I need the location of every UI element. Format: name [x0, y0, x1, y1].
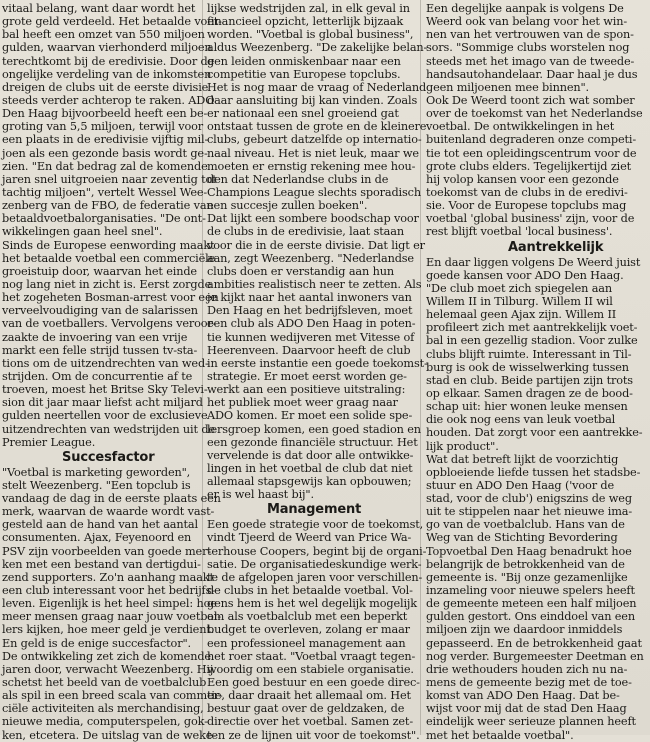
- text-line: jaren snel uitgroeien naar zeventig tot: [2, 172, 217, 186]
- text-line: Heerenveen. Daarvoor heeft de club: [207, 343, 411, 357]
- text-line: die ook nog eens van leuk voetbal: [426, 413, 616, 427]
- text-line: zenberg van de FBO, de federatie van: [2, 199, 214, 213]
- text-line: vervelende is dat door alle ontwikke-: [207, 448, 414, 462]
- text-line: je kijkt naar het aantal inwoners van: [207, 291, 412, 305]
- text-line: komst van ADO Den Haag. Dat be-: [426, 689, 620, 703]
- text-line: stad en club. Beide partijen zijn trots: [426, 373, 633, 387]
- article-column-3: [426, 2, 644, 742]
- text-line: gen leiden onmiskenbaar naar een: [207, 54, 401, 68]
- text-line: woordig om een stabiele organisatie.: [207, 662, 414, 676]
- text-line: Sinds de Europese eenwording maakt: [2, 238, 215, 252]
- text-line: terhouse Coopers, begint bij de organi-: [207, 544, 427, 558]
- text-line: in eerste instantie een goede toekomst-: [207, 356, 428, 370]
- text-line: mens de gemeente bezig met de toe-: [426, 676, 632, 690]
- text-line: lingen in het voetbal de club dat niet: [207, 461, 413, 475]
- text-line: clubs blijft ruimte. Interessant in Til-: [426, 347, 632, 361]
- text-line: Den Haag en het bedrijfsleven, moet: [207, 304, 413, 318]
- text-line: uit te stippelen naar het nieuwe ima-: [426, 505, 633, 519]
- text-line: clubs, gebeurt datzelfde op internatio-: [207, 133, 422, 147]
- text-line: De ontwikkeling zet zich de komende: [2, 649, 211, 663]
- text-line: bestuur gaat over de geldzaken, de: [207, 702, 405, 716]
- text-line: financieel opzicht, letterlijk bijzaak: [207, 15, 404, 29]
- text-line: geen miljoenen mee binnen".: [426, 80, 589, 94]
- text-line: met het betaalde voetbal".: [426, 728, 574, 742]
- text-line: ontstaat tussen de grote en de kleinere: [207, 120, 427, 134]
- text-line: gemeente is. "Bij onze gezamenlijke: [426, 570, 628, 584]
- text-line: terechtkomt bij de eredivisie. Door de: [2, 54, 215, 68]
- text-line: verveelvoudiging van de salarissen: [2, 304, 198, 318]
- text-line: gulden gestort. Ons einddoel van een: [426, 610, 635, 624]
- text-line: gens hem is het wel degelijk mogelijk: [207, 597, 417, 611]
- text-line: meer mensen graag naar jouw voetbal-: [2, 610, 222, 624]
- text-line: eindelijk weer serieuze plannen heeft: [426, 715, 636, 729]
- text-line: rest blijft voetbal 'local business'.: [426, 225, 613, 239]
- text-line: wikkelingen gaan heel snel".: [2, 225, 163, 239]
- text-line: wijst voor mij dat de stad Den Haag: [426, 702, 627, 716]
- text-line: consumenten. Ajax, Feyenoord en: [2, 531, 192, 545]
- text-line: Een goed bestuur en een goede direc-: [207, 676, 420, 690]
- text-line: van de voetballers. Vervolgens veroor-: [2, 317, 217, 331]
- text-line: naal niveau. Het is niet leuk, maar we: [207, 146, 419, 160]
- section-heading: Succesfactor: [62, 449, 155, 465]
- text-line: En daar liggen volgens De Weerd juist: [426, 255, 641, 269]
- section-heading: Management: [267, 502, 362, 518]
- text-line: buitenland degraderen onze competi-: [426, 133, 637, 147]
- text-line: moeten er ernstig rekening mee hou-: [207, 159, 416, 173]
- text-line: handsautohandelaar. Daar haal je dus: [426, 67, 638, 81]
- text-line: er nationaal een snel groeiend gat: [207, 107, 399, 121]
- text-line: grote clubs elders. Tegelijkertijd ziet: [426, 159, 632, 173]
- text-line: lersgroep komen, een goed stadion en: [207, 422, 421, 436]
- text-line: toekomst van de clubs in de eredivi-: [426, 185, 628, 199]
- text-line: bal heeft een omzet van 550 miljoen: [2, 28, 205, 42]
- text-line: aldus Weezenberg. "De zakelijke belan-: [207, 41, 428, 55]
- text-line: Den Haag bijvoorbeeld heeft een be-: [2, 107, 208, 121]
- text-line: Het is nog maar de vraag of Nederland: [207, 80, 427, 94]
- text-line: stuur en ADO Den Haag ('voor de: [426, 478, 615, 492]
- article-column-2: [207, 2, 428, 742]
- text-line: schap uit: hier wonen leuke mensen: [426, 400, 628, 414]
- text-line: vandaag de dag in de eerste plaats een: [2, 492, 221, 506]
- text-line: sors. "Sommige clubs worstelen nog: [426, 41, 630, 55]
- text-line: gepasseerd. En de betrokkenheid gaat: [426, 636, 642, 650]
- text-line: tions om de uitzendrechten van wed-: [2, 356, 209, 370]
- text-line: leven. Eigenlijk is het heel simpel: hoe: [2, 597, 217, 611]
- text-line: nen van het vertrouwen van de spon-: [426, 28, 634, 42]
- text-line: Een degelijke aanpak is volgens De: [426, 2, 624, 15]
- text-line: een plaats in de eredivisie vijftig mil-: [2, 133, 209, 147]
- text-line: groting van 5,5 miljoen, terwijl voor: [2, 120, 204, 134]
- text-line: lijk product".: [426, 439, 499, 453]
- text-line: stelt Weezenberg. "Een topclub is: [2, 478, 191, 492]
- text-line: groeistuip door, waarvan het einde: [2, 264, 197, 278]
- section-heading: Aantrekkelijk: [508, 239, 604, 255]
- text-line: een gezonde financiële structuur. Het: [207, 435, 418, 449]
- text-line: tie kunnen wedijveren met Vitesse of: [207, 330, 415, 344]
- text-line: steeds met het imago van de tweede-: [426, 54, 635, 68]
- text-line: vitaal belang, want daar wordt het: [2, 2, 196, 15]
- text-line: drie wethouders houden zich nu na-: [426, 662, 628, 676]
- text-line: clubs doen er verstandig aan hun: [207, 264, 394, 278]
- text-line: Een goede strategie voor de toekomst,: [207, 518, 424, 532]
- text-line: inzameling voor nieuwe spelers heeft: [426, 584, 635, 598]
- text-line: betaaldvoetbalorganisaties. "De ont-: [2, 212, 206, 226]
- text-line: tie tot een opleidingscentrum voor de: [426, 146, 637, 160]
- text-line: een professioneel management aan: [207, 636, 406, 650]
- text-line: gesteld aan de hand van het aantal: [2, 518, 198, 532]
- text-line: een club interessant voor het bedrijfs-: [2, 584, 215, 598]
- text-line: miljoen zijn we daardoor inmiddels: [426, 623, 623, 637]
- text-line: strijden. Om de concurrentie af te: [2, 369, 193, 383]
- text-line: het publiek moet weer graag naar: [207, 396, 398, 410]
- text-line: Weerd ook van belang voor het win-: [426, 15, 628, 29]
- text-line: Wat dat betreft lijkt de voorzichtig: [426, 452, 619, 466]
- text-line: aan, zegt Weezenberg. "Nederlandse: [207, 251, 414, 265]
- text-line: de clubs in het betaalde voetbal. Vol-: [207, 584, 413, 598]
- text-line: gulden, waarvan vierhonderd miljoen: [2, 41, 212, 55]
- text-line: "De club moet zich spiegelen aan: [426, 281, 613, 295]
- text-line: de clubs in de eredivisie, laat staan: [207, 225, 404, 239]
- text-line: te de afgelopen jaren voor verschillen-: [207, 570, 423, 584]
- text-line: lijkse wedstrijden zal, in elk geval in: [207, 2, 410, 15]
- text-line: voetbal 'global business' zijn, voor de: [426, 212, 635, 226]
- text-line: vindt Tjeerd de Weerd van Price Wa-: [207, 531, 412, 545]
- text-line: Premier League.: [2, 435, 96, 449]
- text-line: gulden neertellen voor de exclusieve: [2, 409, 208, 423]
- text-line: ten ze de lijnen uit voor de toekomst".: [207, 728, 420, 742]
- text-line: den dat Nederlandse clubs in de: [207, 172, 389, 186]
- text-line: competitie van Europese topclubs.: [207, 67, 401, 81]
- text-line: directie over het voetbal. Samen zet-: [207, 715, 413, 729]
- text-line: steeds verder achterop te raken. ADO: [2, 93, 215, 107]
- text-line: tie, daar draait het allemaal om. Het: [207, 689, 411, 703]
- text-line: sie. Voor de Europese topclubs mag: [426, 199, 627, 213]
- text-line: jaren door, verwacht Weezenberg. Hij: [2, 662, 214, 676]
- text-line: het betaalde voetbal een commerciële: [2, 251, 216, 265]
- text-line: houden. Dat zorgt voor een aantrekke-: [426, 426, 643, 440]
- text-line: "Voetbal is marketing geworden",: [2, 465, 191, 479]
- text-line: worden. "Voetbal is global business",: [207, 28, 414, 42]
- text-line: zien. "En dat bedrag zal de komende: [2, 159, 208, 173]
- text-line: op elkaar. Samen dragen ze de bood-: [426, 386, 633, 400]
- text-line: voor die in de eerste divisie. Dat ligt er: [207, 238, 425, 252]
- text-line: Willem II in Tilburg. Willem II wil: [426, 294, 613, 308]
- text-line: nieuwe media, computerspelen, gok-: [2, 715, 208, 729]
- text-line: ken met een bestand van dertigdui-: [2, 557, 201, 571]
- text-line: voetbal. De ontwikkelingen in het: [426, 120, 615, 134]
- text-line: een succesje zullen boeken".: [207, 199, 368, 213]
- text-line: En geld is de enige succesfactor".: [2, 636, 191, 650]
- article-column-1: [2, 2, 223, 742]
- text-line: troeven, moest het Britse Sky Televi-: [2, 383, 208, 397]
- text-line: Topvoetbal Den Haag benadrukt hoe: [426, 544, 632, 558]
- text-line: ken, etcetera. De uitslag van de weke-: [2, 728, 216, 742]
- text-line: schetst het beeld van de voetbalclub: [2, 676, 207, 690]
- text-line: lers kijken, hoe meer geld je verdient.: [2, 623, 215, 637]
- text-line: tachtig miljoen", vertelt Wessel Wee-: [2, 185, 208, 199]
- text-line: Champions League slechts sporadisch: [207, 185, 421, 199]
- text-line: Dat lijkt een sombere boodschap voor: [207, 212, 419, 226]
- text-line: hij volop kansen voor een gezonde: [426, 172, 619, 186]
- text-line: zend supporters. Zo'n aanhang maakt: [2, 570, 214, 584]
- text-line: strategie. Er moet eerst worden ge-: [207, 369, 407, 383]
- text-line: nog verder. Burgemeester Deetman en: [426, 649, 644, 663]
- text-line: ongelijke verdeling van de inkomsten: [2, 67, 212, 81]
- text-line: over de toekomst van het Nederlandse: [426, 107, 643, 121]
- text-line: Weg van de Stichting Bevordering: [426, 531, 618, 545]
- text-line: joen als een gezonde basis wordt ge-: [2, 146, 208, 160]
- text-line: opbloeiende liefde tussen het stadsbe-: [426, 465, 641, 479]
- text-line: Ook De Weerd toont zich wat somber: [426, 93, 635, 107]
- text-line: satie. De organisatiedeskundige werk-: [207, 557, 422, 571]
- text-line: stad, voor de club') enigszins de weg: [426, 492, 632, 506]
- text-line: er is wel haast bij".: [207, 488, 314, 502]
- text-line: profileert zich met aantrekkelijk voet-: [426, 321, 638, 335]
- text-line: een club als ADO Den Haag in poten-: [207, 317, 416, 331]
- text-line: om als voetbalclub met een beperkt: [207, 610, 408, 624]
- text-line: merk, waarvan de waarde wordt vast-: [2, 505, 215, 519]
- text-line: go van de voetbalclub. Hans van de: [426, 518, 625, 532]
- text-line: markt een felle strijd tussen tv-sta-: [2, 343, 198, 357]
- text-line: ambities realistisch neer te zetten. Als: [207, 277, 422, 291]
- text-line: belangrijk de betrokkenheid van de: [426, 557, 625, 571]
- text-line: zaakte de invoering van een vrije: [2, 330, 188, 344]
- text-line: helemaal geen Ajax zijn. Willem II: [426, 308, 617, 322]
- text-line: allemaal stapsgewijs kan opbouwen;: [207, 475, 412, 489]
- text-line: dreigen de clubs uit de eerste divisie: [2, 80, 209, 94]
- text-line: goede kansen voor ADO Den Haag.: [426, 268, 624, 282]
- text-line: bal in een gezellig stadion. Voor zulke: [426, 334, 638, 348]
- text-line: ADO komen. Er moet een solide spe-: [207, 409, 413, 423]
- text-line: PSV zijn voorbeelden van goede mer-: [2, 544, 211, 558]
- text-line: als spil in een breed scala van commer-: [2, 689, 223, 703]
- text-line: ciële activiteiten als merchandising,: [2, 702, 204, 716]
- text-line: sion dit jaar maar liefst acht miljard: [2, 396, 203, 410]
- text-line: grote geld verdeeld. Het betaalde voet-: [2, 15, 222, 29]
- text-line: burg is ook de wisselwerking tussen: [426, 360, 629, 374]
- text-line: uitzendrechten van wedstrijden uit de: [2, 422, 215, 436]
- text-line: daar aansluiting bij kan vinden. Zoals: [207, 93, 418, 107]
- text-line: het roer staat. "Voetbal vraagt tegen-: [207, 649, 416, 663]
- text-line: nog lang niet in zicht is. Eerst zorgde: [2, 277, 212, 291]
- text-line: budget te overleven, zolang er maar: [207, 623, 410, 637]
- text-line: werkt aan een positieve uitstraling:: [207, 383, 406, 397]
- text-line: het zogeheten Bosman-arrest voor een: [2, 291, 219, 305]
- text-line: de gemeente meteen een half miljoen: [426, 597, 637, 611]
